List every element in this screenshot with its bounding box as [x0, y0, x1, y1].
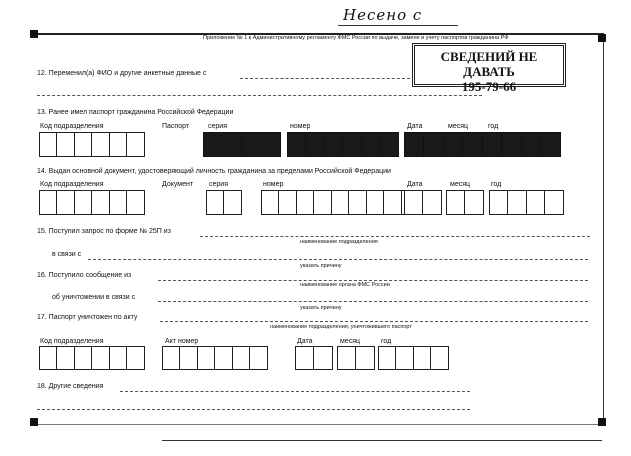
section-15-reason-label: в связи с	[52, 251, 82, 258]
act-cell[interactable]	[249, 346, 268, 370]
section-15-division-line[interactable]	[200, 236, 590, 237]
code-cell[interactable]	[39, 190, 58, 215]
appendix-header: Приложение № 1 к Административному регламенту ФМС России по выдаче, замене и учету паспортов гражданина РФ	[203, 35, 509, 41]
section-14-label: 14. Выдан основной документ, удостоверяющий личность гражданина за пределами Российской Федерации	[37, 168, 391, 175]
registration-mark-top-right	[598, 34, 606, 42]
registration-mark-bottom-left	[30, 418, 38, 426]
section-18-line-1[interactable]	[120, 391, 470, 392]
section-17-year-cells[interactable]	[379, 346, 449, 370]
section-13-col-number: номер	[290, 123, 311, 130]
section-13-series-cells[interactable]	[204, 132, 281, 157]
series-cell[interactable]	[206, 190, 225, 215]
handwritten-underline	[338, 25, 458, 26]
section-18-line-2[interactable]	[37, 409, 470, 410]
form-bottom-border	[32, 424, 604, 425]
section-13-label: 13. Ранее имел паспорт гражданина Российской Федерации	[37, 109, 234, 116]
section-13-date-cells[interactable]	[405, 132, 561, 157]
section-13-col-code: Код подразделения	[40, 123, 104, 130]
stamp-no-info	[412, 43, 566, 94]
section-13-col-year: год	[488, 123, 499, 130]
section-14-month-cells[interactable]	[447, 190, 484, 215]
registration-mark-top-left	[30, 30, 38, 38]
month-cell[interactable]	[337, 346, 357, 370]
code-cell[interactable]	[74, 132, 93, 157]
date-cell[interactable]	[540, 132, 561, 157]
number-cell[interactable]	[287, 132, 307, 157]
bottom-scan-line	[162, 440, 602, 441]
act-cell[interactable]	[162, 346, 181, 370]
section-13-col-passport: Паспорт	[162, 123, 190, 130]
number-cell[interactable]	[342, 132, 362, 157]
section-12-label: 12. Переменил(а) ФИО и другие анкетные данные с	[37, 70, 207, 77]
series-cell[interactable]	[241, 132, 281, 157]
section-15-reason-line[interactable]	[88, 259, 588, 260]
registration-mark-bottom-right	[598, 418, 606, 426]
section-12-line-1[interactable]	[240, 78, 410, 79]
section-14-col-code: Код подразделения	[40, 181, 104, 188]
date-cell[interactable]	[295, 346, 315, 370]
section-13-col-series: серия	[208, 123, 227, 130]
act-cell[interactable]	[232, 346, 251, 370]
section-17-date-cells[interactable]	[296, 346, 333, 370]
act-cell[interactable]	[197, 346, 216, 370]
section-15-hint-division: наименование подразделения	[300, 239, 378, 245]
section-17-act-cells[interactable]	[163, 346, 268, 370]
code-cell[interactable]	[56, 132, 75, 157]
date-cell[interactable]	[423, 132, 444, 157]
year-cell[interactable]	[413, 346, 432, 370]
section-16-reason-line[interactable]	[158, 301, 588, 302]
section-16-hint-organ: наименование органа ФМС России	[300, 282, 390, 288]
section-14-series-cells[interactable]	[207, 190, 242, 215]
section-18-label: 18. Другие сведения	[37, 383, 104, 390]
date-cell[interactable]	[501, 132, 522, 157]
month-cell[interactable]	[355, 346, 375, 370]
section-14-col-series: серия	[209, 181, 228, 188]
date-cell[interactable]	[313, 346, 333, 370]
year-cell[interactable]	[526, 190, 546, 215]
code-cell[interactable]	[74, 190, 93, 215]
number-cell[interactable]	[296, 190, 315, 215]
date-cell[interactable]	[482, 132, 503, 157]
section-14-col-month: месяц	[450, 181, 471, 188]
section-17-col-act: Акт номер	[165, 338, 199, 345]
code-cell[interactable]	[39, 346, 58, 370]
section-16-organ-line[interactable]	[158, 280, 588, 281]
series-cell[interactable]	[203, 132, 243, 157]
code-cell[interactable]	[91, 132, 110, 157]
number-cell[interactable]	[324, 132, 344, 157]
section-14-year-cells[interactable]	[490, 190, 564, 215]
number-cell[interactable]	[331, 190, 350, 215]
stamp-line-2: 195-79-66	[461, 79, 517, 94]
section-15-hint-reason: указать причину	[300, 263, 342, 269]
section-14-col-document: Документ	[162, 181, 194, 188]
section-17-month-cells[interactable]	[338, 346, 375, 370]
date-cell[interactable]	[422, 190, 442, 215]
section-17-hint-division: наименование подразделения, уничтожившего паспорт	[270, 324, 412, 330]
date-cell[interactable]	[521, 132, 542, 157]
section-13-number-cells[interactable]	[288, 132, 399, 157]
date-cell[interactable]	[462, 132, 483, 157]
date-cell[interactable]	[404, 132, 425, 157]
section-17-code-cells[interactable]	[40, 346, 145, 370]
number-cell[interactable]	[261, 190, 280, 215]
year-cell[interactable]	[489, 190, 509, 215]
section-14-date-cells[interactable]	[405, 190, 442, 215]
code-cell[interactable]	[109, 190, 128, 215]
number-cell[interactable]	[366, 190, 385, 215]
year-cell[interactable]	[378, 346, 397, 370]
code-cell[interactable]	[74, 346, 93, 370]
number-cell[interactable]	[348, 190, 367, 215]
act-cell[interactable]	[179, 346, 198, 370]
code-cell[interactable]	[39, 132, 58, 157]
section-17-col-year: год	[381, 338, 392, 345]
section-17-division-line[interactable]	[160, 321, 588, 322]
section-16-reason-label: об уничтожении в связи с	[52, 294, 136, 301]
code-cell[interactable]	[91, 190, 110, 215]
section-16-hint-reason: указать причину	[300, 305, 342, 311]
section-13-col-date: Дата	[407, 123, 423, 130]
number-cell[interactable]	[383, 190, 402, 215]
section-14-col-year: год	[491, 181, 502, 188]
code-cell[interactable]	[126, 346, 145, 370]
section-14-col-date: Дата	[407, 181, 423, 188]
number-cell[interactable]	[278, 190, 297, 215]
series-cell[interactable]	[223, 190, 242, 215]
section-17-col-date: Дата	[297, 338, 313, 345]
section-12-line-2[interactable]	[37, 95, 482, 96]
code-cell[interactable]	[56, 346, 75, 370]
year-cell[interactable]	[395, 346, 414, 370]
code-cell[interactable]	[109, 132, 128, 157]
code-cell[interactable]	[126, 190, 145, 215]
code-cell[interactable]	[109, 346, 128, 370]
section-17-col-code: Код подразделения	[40, 338, 104, 345]
section-16-label: 16. Поступило сообщение из	[37, 272, 132, 279]
section-14-col-number: номер	[263, 181, 284, 188]
section-13-code-cells[interactable]	[40, 132, 145, 157]
section-17-col-month: месяц	[340, 338, 361, 345]
number-cell[interactable]	[361, 132, 381, 157]
month-cell[interactable]	[464, 190, 484, 215]
number-cell[interactable]	[379, 132, 399, 157]
section-17-label: 17. Паспорт уничтожен по акту	[37, 314, 138, 321]
number-cell[interactable]	[305, 132, 325, 157]
month-cell[interactable]	[446, 190, 466, 215]
section-15-label: 15. Поступил запрос по форме № 25П из	[37, 228, 171, 235]
section-14-code-cells[interactable]	[40, 190, 145, 215]
year-cell[interactable]	[544, 190, 564, 215]
section-13-col-month: месяц	[448, 123, 469, 130]
date-cell[interactable]	[443, 132, 464, 157]
code-cell[interactable]	[126, 132, 145, 157]
year-cell[interactable]	[430, 346, 449, 370]
form-right-border	[603, 33, 604, 425]
number-cell[interactable]	[313, 190, 332, 215]
act-cell[interactable]	[214, 346, 233, 370]
code-cell[interactable]	[56, 190, 75, 215]
code-cell[interactable]	[91, 346, 110, 370]
year-cell[interactable]	[507, 190, 527, 215]
handwritten-note: Несено с	[343, 6, 423, 24]
date-cell[interactable]	[404, 190, 424, 215]
stamp-line-1: СВЕДЕНИЙ НЕ ДАВАТЬ	[440, 49, 538, 79]
